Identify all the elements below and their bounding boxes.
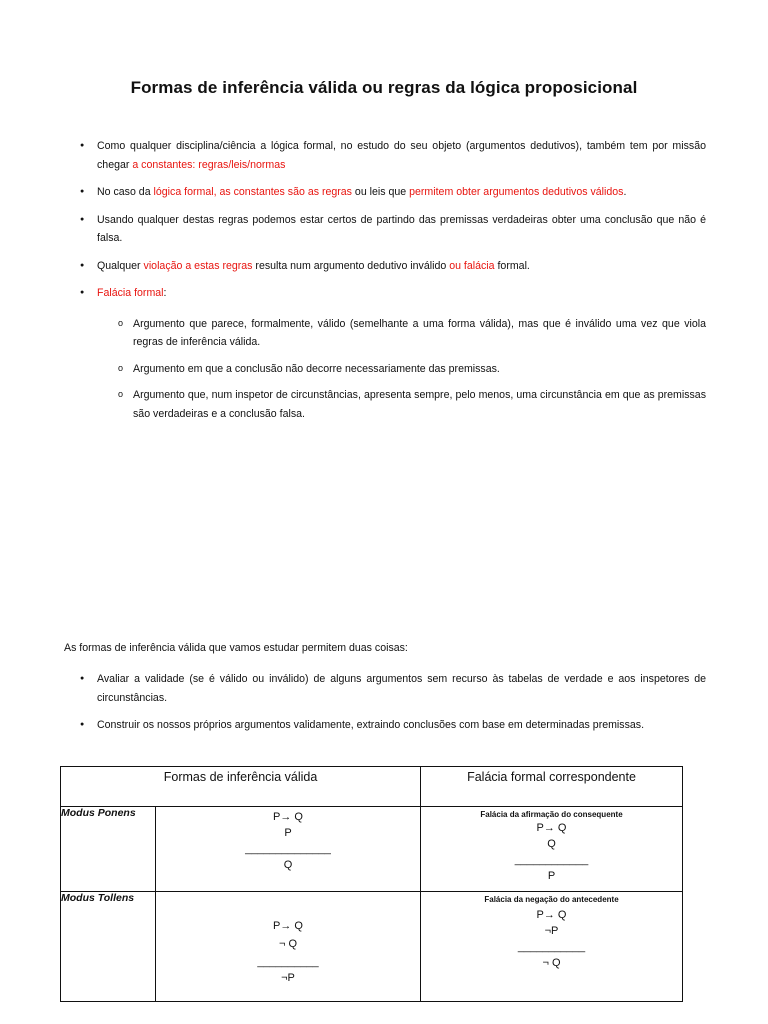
list-item: ● Falácia formal: o Argumento que parece, formalmente, válido (semelhante a uma forma válida), mas que é inválido uma vez que viola regras de inferência válida. o Argumento em que a conclusão não decorre necessariamente das premissas. o Argumento que, num inspetor de circunstâncias, apresenta sempre, pelo menos, uma circunstância em que as premissas são verdadeiras e a conclusão falsa. [78,284,706,423]
intro-text: As formas de inferência válida que vamos estudar permitem duas coisas: [64,642,408,654]
header-valid-forms: Formas de inferência válida [61,767,421,807]
formula-line: Q [547,838,556,850]
inference-table [60,766,683,1002]
formula-line: P→ Q [273,811,303,823]
formula-line: ¬P [281,972,295,984]
formula-line: P [284,827,292,839]
page-title: Formas de inferência válida ou regras da lógica proposicional [130,78,638,97]
formula-line: P→ Q [273,920,303,932]
sub-list-item: o Argumento que, num inspetor de circunstâncias, apresenta sempre, pelo menos, uma circunstância em que as premissas são verdadeiras e a conclusão falsa. [117,386,706,423]
fallacy-name: Falácia da afirmação do consequente [480,810,623,819]
fallacy-name: Falácia da negação do antecedente [484,895,619,904]
list-item: ● Usando qualquer destas regras podemos estar certos de partindo das premissas verdadeiras obter uma conclusão que não é falsa. [78,211,706,248]
sub-list-item: o Argumento em que a conclusão não decorre necessariamente das premissas. [117,360,706,379]
bullet-list-main [78,137,706,432]
table-row [61,807,683,892]
list-item: ● Construir os nossos próprios argumentos validamente, extraindo conclusões com base em determinadas premissas. [78,716,706,735]
list-item: ● Qualquer violação a estas regras resulta num argumento dedutivo inválido ou falácia formal. [78,257,706,276]
valid-form-cell [156,892,421,1002]
bullet-list-secondary [78,670,706,744]
formula-line: P→ Q [536,909,567,921]
fallacy-cell [421,892,683,1002]
table-header-row [61,767,683,807]
table-row [61,892,683,1002]
list-item: ● No caso da lógica formal, as constantes são as regras ou leis que permitem obter argumentos dedutivos válidos. [78,183,706,202]
formula-line: P→ Q [536,822,567,834]
list-item: ● Avaliar a validade (se é válido ou inválido) de alguns argumentos sem recurso às tabelas de verdade e aos inspetores de circunstâncias. [78,670,706,707]
formula-line: ¬ Q [278,938,298,950]
formula-line: ¬ Q [542,957,561,969]
formula-line: ______________ [245,843,331,855]
list-item: ● Como qualquer disciplina/ciência a lógica formal, no estudo do seu objeto (argumentos dedutivos), também tem por missão chegar a constantes: regras/leis/normas [78,137,706,174]
sub-list [117,315,706,424]
row-name: Modus Tollens [61,892,156,1002]
fallacy-cell [421,807,683,892]
formula-line: ___________ [517,941,586,953]
formula-line: P [547,870,556,882]
valid-form-cell [156,807,421,892]
formula-line: ____________ [514,854,589,866]
row-name: Modus Ponens [61,807,156,892]
formula-line: Q [283,859,293,871]
sub-list-item: o Argumento que parece, formalmente, válido (semelhante a uma forma válida), mas que é inválido uma vez que viola regras de inferência válida. [117,315,706,352]
formula-line: __________ [257,956,319,968]
formula-line: ¬P [544,925,559,937]
header-fallacy: Falácia formal correspondente [421,767,683,807]
